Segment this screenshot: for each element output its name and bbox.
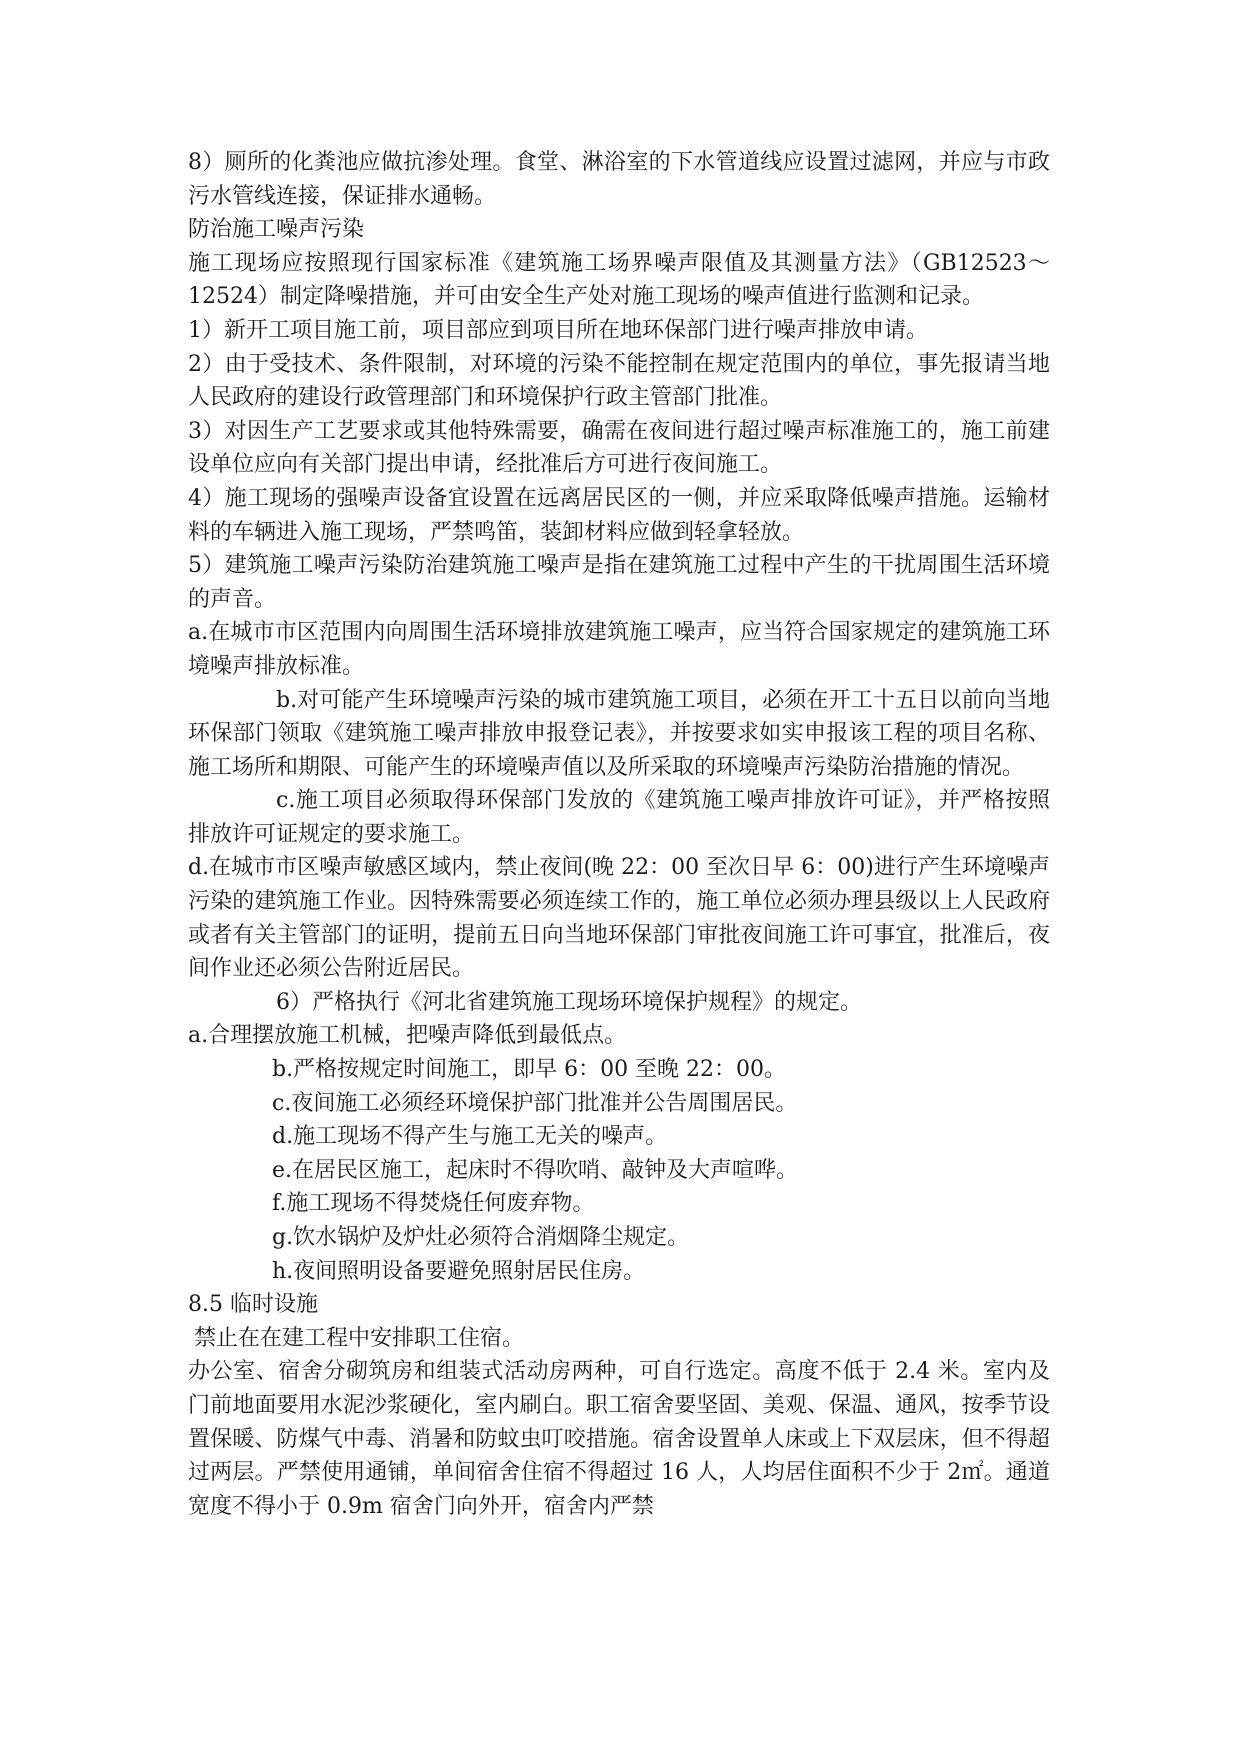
sub-item-6f: f.施工现场不得焚烧任何废弃物。 <box>272 1191 595 1217</box>
paragraph-noise-standard: 施工现场应按照现行国家标准《建筑施工场界噪声限值及其测量方法》（GB12523～12524）制定降噪措施，并可由安全生产处对施工现场的噪声值进行监测和记录。 <box>188 250 1050 310</box>
list-item-3: 3）对因生产工艺要求或其他特殊需要，确需在夜间进行超过噪声标准施工的，施工前建设单位应向有关部门提出申请，经批准后方可进行夜间施工。 <box>188 418 1050 478</box>
section-heading-noise: 防治施工噪声污染 <box>188 217 365 243</box>
sub-item-6b: b.严格按规定时间施工，即早 6：00 至晚 22：00。 <box>272 1057 787 1083</box>
sub-item-6a: a.合理摆放施工机械，把噪声降低到最低点。 <box>188 1023 627 1049</box>
sub-item-5d: d.在城市市区噪声敏感区域内，禁止夜间(晚 22：00 至次日早 6：00)进行产生环境噪声污染的建筑施工作业。因特殊需要必须连续工作的，施工单位必须办理县级以上人民政府或者有关主管部门的证明，提前五日向当地环保部门审批夜间施工许可事宜，批准后，夜间作业还必须公告附近居民。 <box>188 855 1050 982</box>
sub-item-6d: d.施工现场不得产生与施工无关的噪声。 <box>272 1124 668 1150</box>
sub-item-5b: b.对可能产生环境噪声污染的城市建筑施工项目，必须在开工十五日以前向当地环保部门领取《建筑施工噪声排放申报登记表》，并按要求如实申报该工程的项目名称、施工场所和期限、可能产生的环境噪声值以及所采取的环境噪声污染防治措施的情况。 <box>188 687 1050 780</box>
list-item-5: 5）建筑施工噪声污染防治建筑施工噪声是指在建筑施工过程中产生的干扰周围生活环境的声音。 <box>188 553 1050 612</box>
list-item-1: 1）新开工项目施工前，项目部应到项目所在地环保部门进行噪声排放申请。 <box>188 317 928 343</box>
document-body <box>188 146 1050 1523</box>
paragraph-office-dormitory: 办公室、宿舍分砌筑房和组装式活动房两种，可自行选定。高度不低于 2.4 米。室内及门前地面要用水泥沙浆硬化，室内刷白。职工宿舍要坚固、美观、保温、通风，按季节设置保暖、防煤气中毒、消暑和防蚊虫叮咬措施。宿舍设置单人床或上下双层床，但不得超过两层。严禁使用通铺，单间宿舍住宿不得超过 16 人，人均居住面积不少于 2㎡。通道宽度不得小于 0.9m 宿舍门向外开，宿舍内严禁 <box>188 1359 1050 1519</box>
paragraph-no-dormitory: 禁止在在建工程中安排职工住宿。 <box>194 1325 525 1351</box>
sub-item-5a: a.在城市市区范围内向周围生活环境排放建筑施工噪声，应当符合国家规定的建筑施工环境噪声排放标准。 <box>188 620 1050 679</box>
list-item-6: 6）严格执行《河北省建筑施工现场环境保护规程》的规定。 <box>276 989 862 1015</box>
paragraph-septic-tank: 8）厕所的化粪池应做抗渗处理。食堂、淋浴室的下水管道线应设置过滤网，并应与市政污水管线连接，保证排水通畅。 <box>188 150 1050 209</box>
section-heading-temporary-facilities: 8.5 临时设施 <box>188 1292 318 1318</box>
list-item-2: 2）由于受技术、条件限制，对环境的污染不能控制在规定范围内的单位，事先报请当地人民政府的建设行政管理部门和环境保护行政主管部门批准。 <box>188 351 1050 411</box>
list-item-4: 4）施工现场的强噪声设备宜设置在远离居民区的一侧，并应采取降低噪声措施。运输材料的车辆进入施工现场，严禁鸣笛，装卸材料应做到轻拿轻放。 <box>188 485 1050 545</box>
sub-item-6c: c.夜间施工必须经环境保护部门批准并公告周围居民。 <box>272 1090 798 1116</box>
sub-item-5c: c.施工项目必须取得环保部门发放的《建筑施工噪声排放许可证》，并严格按照排放许可证规定的要求施工。 <box>188 788 1050 847</box>
sub-item-6g: g.饮水锅炉及炉灶必须符合消烟降尘规定。 <box>272 1225 690 1250</box>
sub-item-6e: e.在居民区施工，起床时不得吹哨、敲钟及大声喧哗。 <box>272 1157 799 1183</box>
sub-item-6h: h.夜间照明设备要避免照射居民住房。 <box>272 1258 646 1284</box>
